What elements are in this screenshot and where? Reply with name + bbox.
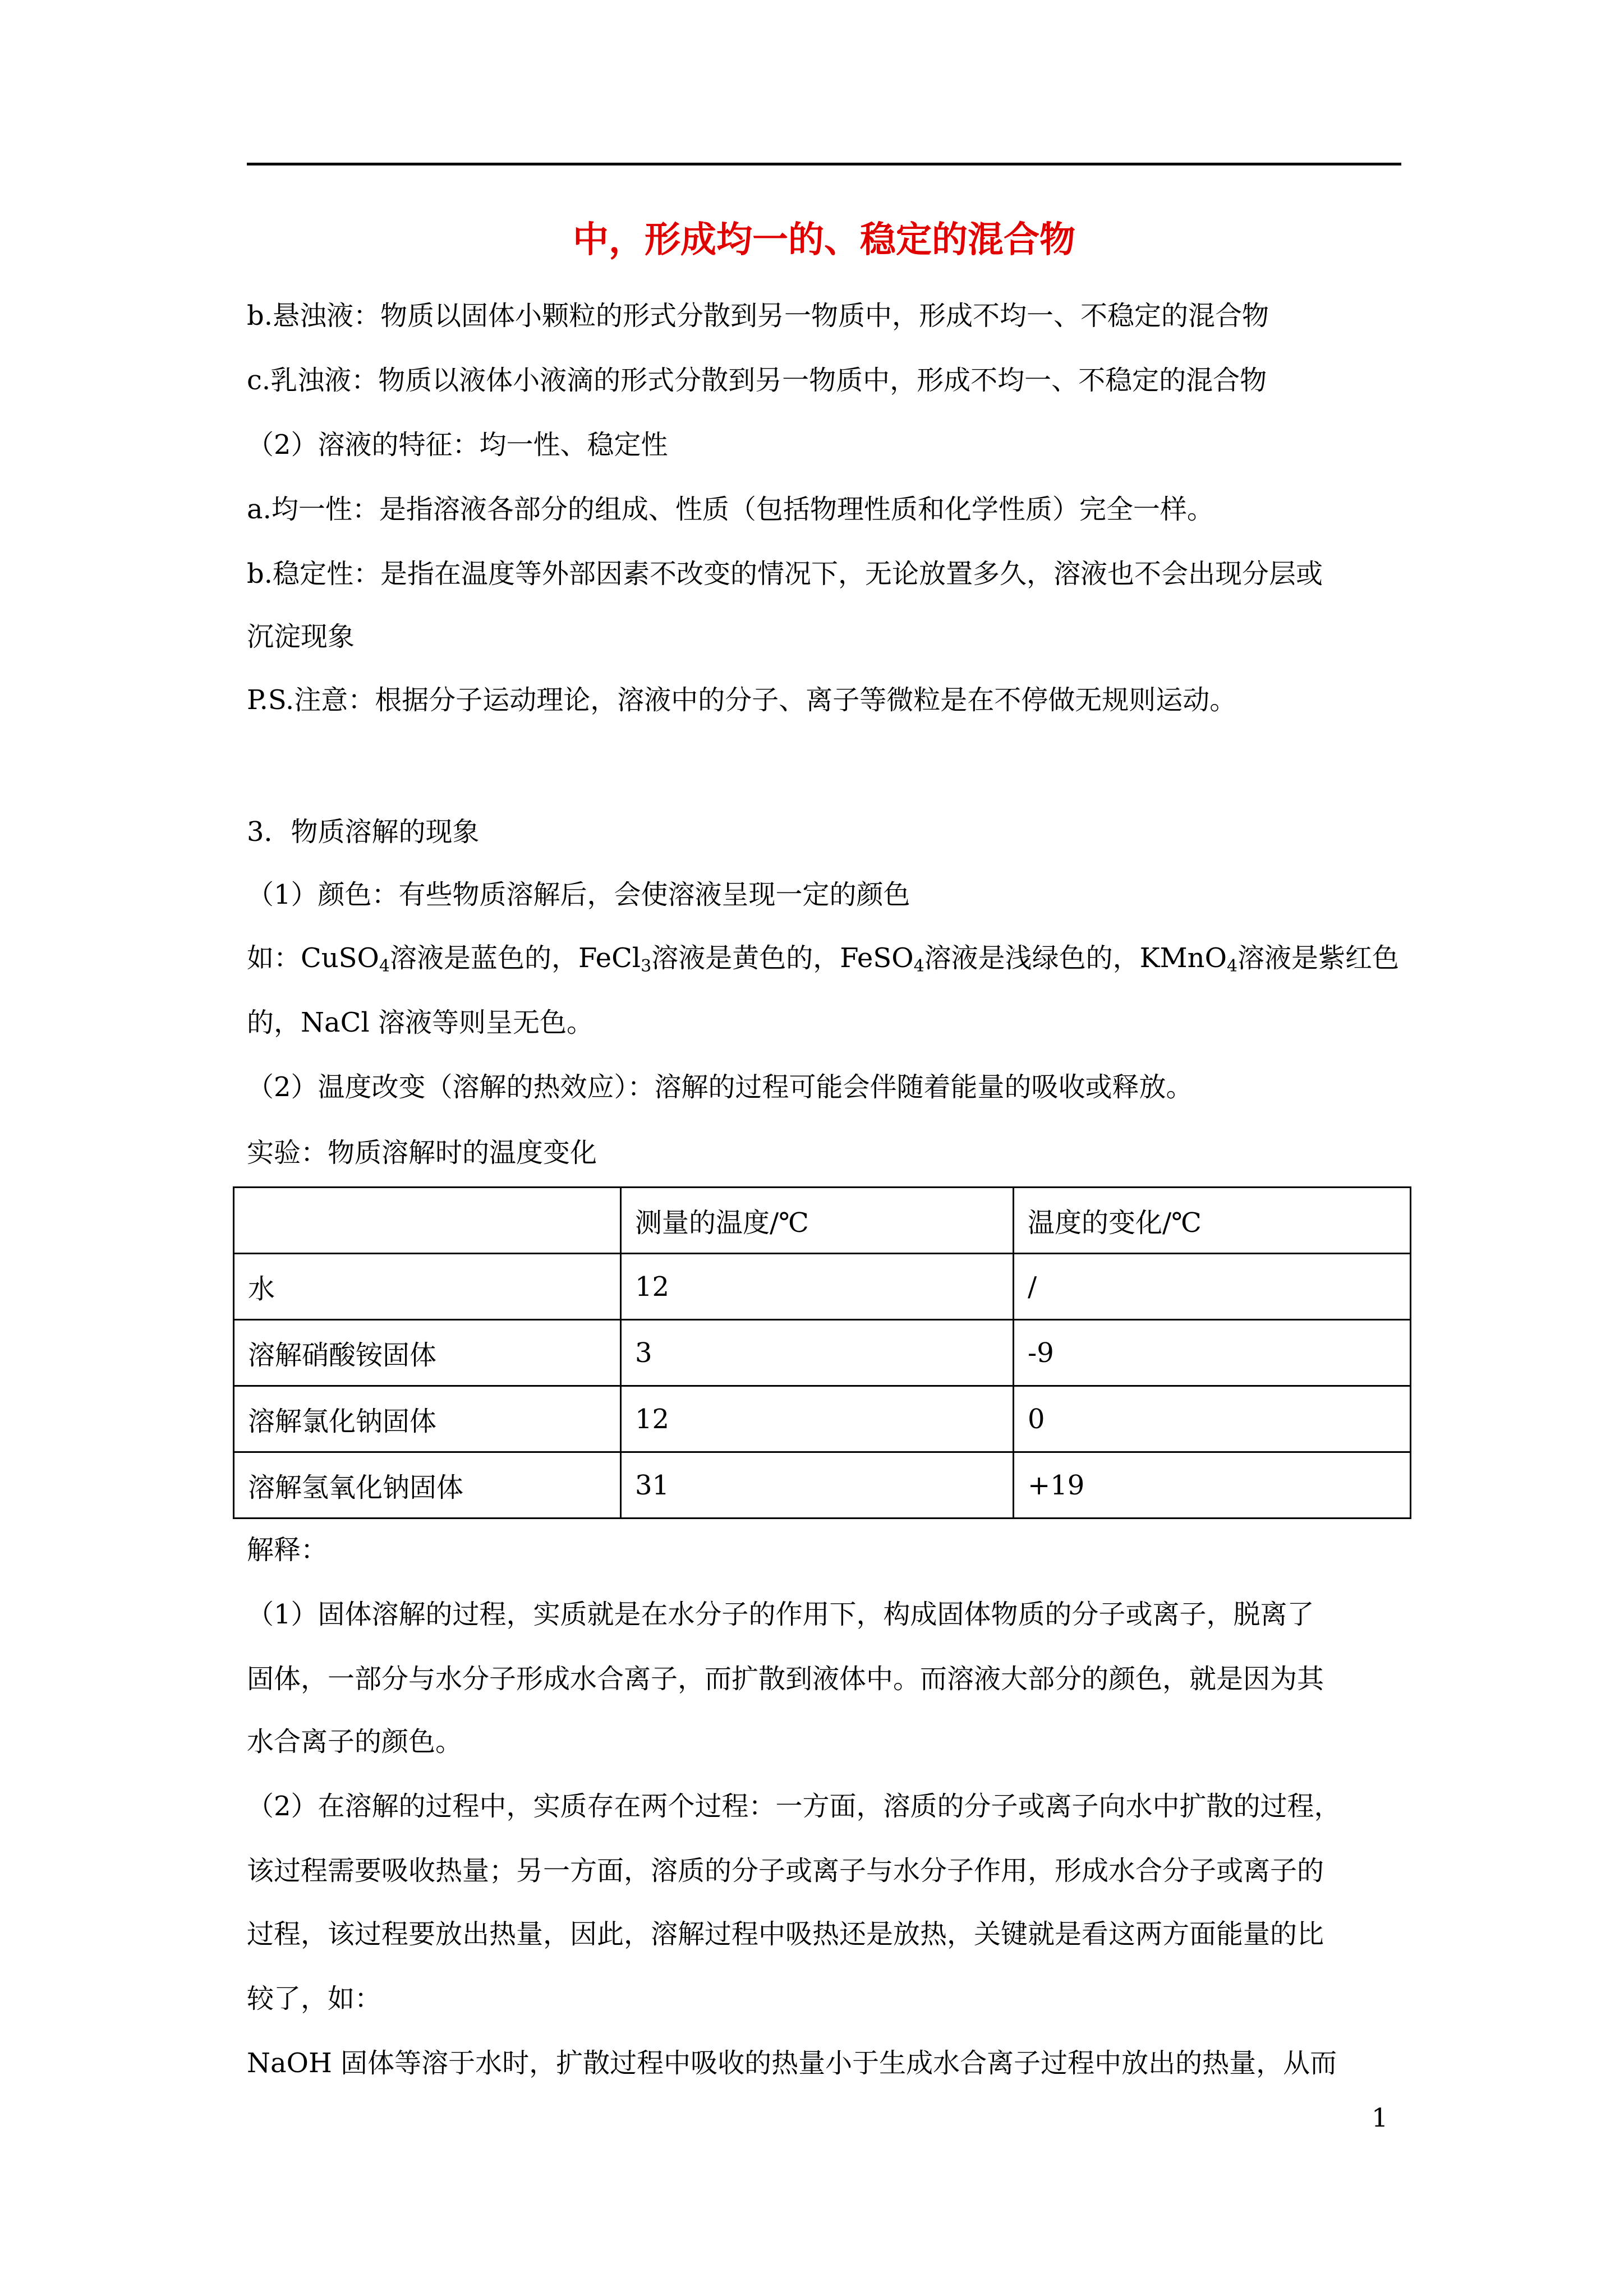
table-cell: 0 — [1014, 1386, 1411, 1452]
text-line-explanation-2d: 较了，如： — [247, 1983, 382, 2014]
text-line-explanation-2: （2）在溶解的过程中，实质存在两个过程：一方面，溶质的分子或离子向水中扩散的过程， — [247, 1791, 1341, 1822]
section-title: 中，形成均一的、稳定的混合物 — [573, 219, 1075, 261]
table-cell: / — [1014, 1254, 1411, 1320]
table-cell: 12 — [621, 1386, 1014, 1452]
experiment-caption: 实验：物质溶解时的温度变化 — [247, 1137, 597, 1168]
table-cell: 水 — [234, 1254, 621, 1320]
text-line-color-examples-cont: 的，NaCl 溶液等则呈无色。 — [247, 1007, 594, 1038]
explanation-heading: 解释： — [247, 1534, 328, 1566]
table-header-cell — [234, 1188, 621, 1254]
section-heading-dissolution: 3．物质溶解的现象 — [247, 816, 480, 848]
text-line-suspension: b.悬浊液：物质以固体小颗粒的形式分散到另一物质中，形成不均一、不稳定的混合物 — [247, 300, 1269, 332]
table-cell: 12 — [621, 1254, 1014, 1320]
table-header-cell: 温度的变化/℃ — [1014, 1188, 1411, 1254]
table-cell: 3 — [621, 1320, 1014, 1386]
table-cell: 31 — [621, 1452, 1014, 1519]
table-cell: 溶解氯化钠固体 — [234, 1386, 621, 1452]
table-cell: +19 — [1014, 1452, 1411, 1519]
text-line-ps-note: P.S.注意：根据分子运动理论，溶液中的分子、离子等微粒是在不停做无规则运动。 — [247, 684, 1237, 716]
text-line-color-examples: 如：CuSO$_4$溶液是蓝色的，FeCl$_3$溶液是黄色的，FeSO$_4$溶液是浅绿色的，KMnO$_4$溶液是紫红色 — [247, 942, 1400, 976]
temperature-table — [233, 1186, 1411, 1519]
table-row — [234, 1254, 1411, 1320]
text-line-explanation-1b: 固体，一部分与水分子形成水合离子，而扩散到液体中。而溶液大部分的颜色，就是因为其 — [247, 1663, 1324, 1695]
table-cell: 溶解氢氧化钠固体 — [234, 1452, 621, 1519]
text-line-explanation-2c: 过程，该过程要放出热量，因此，溶解过程中吸热还是放热，关键就是看这两方面能量的比 — [247, 1918, 1324, 1950]
table-header-row — [234, 1188, 1411, 1254]
text-line-emulsion: c.乳浊液：物质以液体小液滴的形式分散到另一物质中，形成不均一、不稳定的混合物 — [247, 365, 1267, 396]
header-rule — [247, 163, 1401, 165]
page-number: 1 — [1372, 2102, 1388, 2133]
text-line-naoh: NaOH 固体等溶于水时，扩散过程中吸收的热量小于生成水合离子过程中放出的热量，从而 — [247, 2047, 1337, 2079]
table-header-cell: 测量的温度/℃ — [621, 1188, 1014, 1254]
text-line-explanation-2b: 该过程需要吸收热量；另一方面，溶质的分子或离子与水分子作用，形成水合分子或离子的 — [247, 1855, 1324, 1887]
text-line-explanation-1c: 水合离子的颜色。 — [247, 1726, 463, 1757]
text-line-color: （1）颜色：有些物质溶解后，会使溶液呈现一定的颜色 — [247, 879, 910, 910]
text-line-stability-cont: 沉淀现象 — [247, 621, 355, 652]
text-line-uniformity: a.均一性：是指溶液各部分的组成、性质（包括物理性质和化学性质）完全一样。 — [247, 494, 1214, 525]
table-cell: -9 — [1014, 1320, 1411, 1386]
table-row — [234, 1452, 1411, 1519]
text-line-solution-features: （2）溶液的特征：均一性、稳定性 — [247, 429, 668, 461]
text-line-explanation-1: （1）固体溶解的过程，实质就是在水分子的作用下，构成固体物质的分子或离子，脱离了 — [247, 1599, 1314, 1630]
table-cell: 溶解硝酸铵固体 — [234, 1320, 621, 1386]
table-row — [234, 1320, 1411, 1386]
table-row — [234, 1386, 1411, 1452]
text-line-stability: b.稳定性：是指在温度等外部因素不改变的情况下，无论放置多久，溶液也不会出现分层或 — [247, 558, 1323, 590]
text-line-temperature: （2）温度改变（溶解的热效应）：溶解的过程可能会伴随着能量的吸收或释放。 — [247, 1071, 1193, 1103]
